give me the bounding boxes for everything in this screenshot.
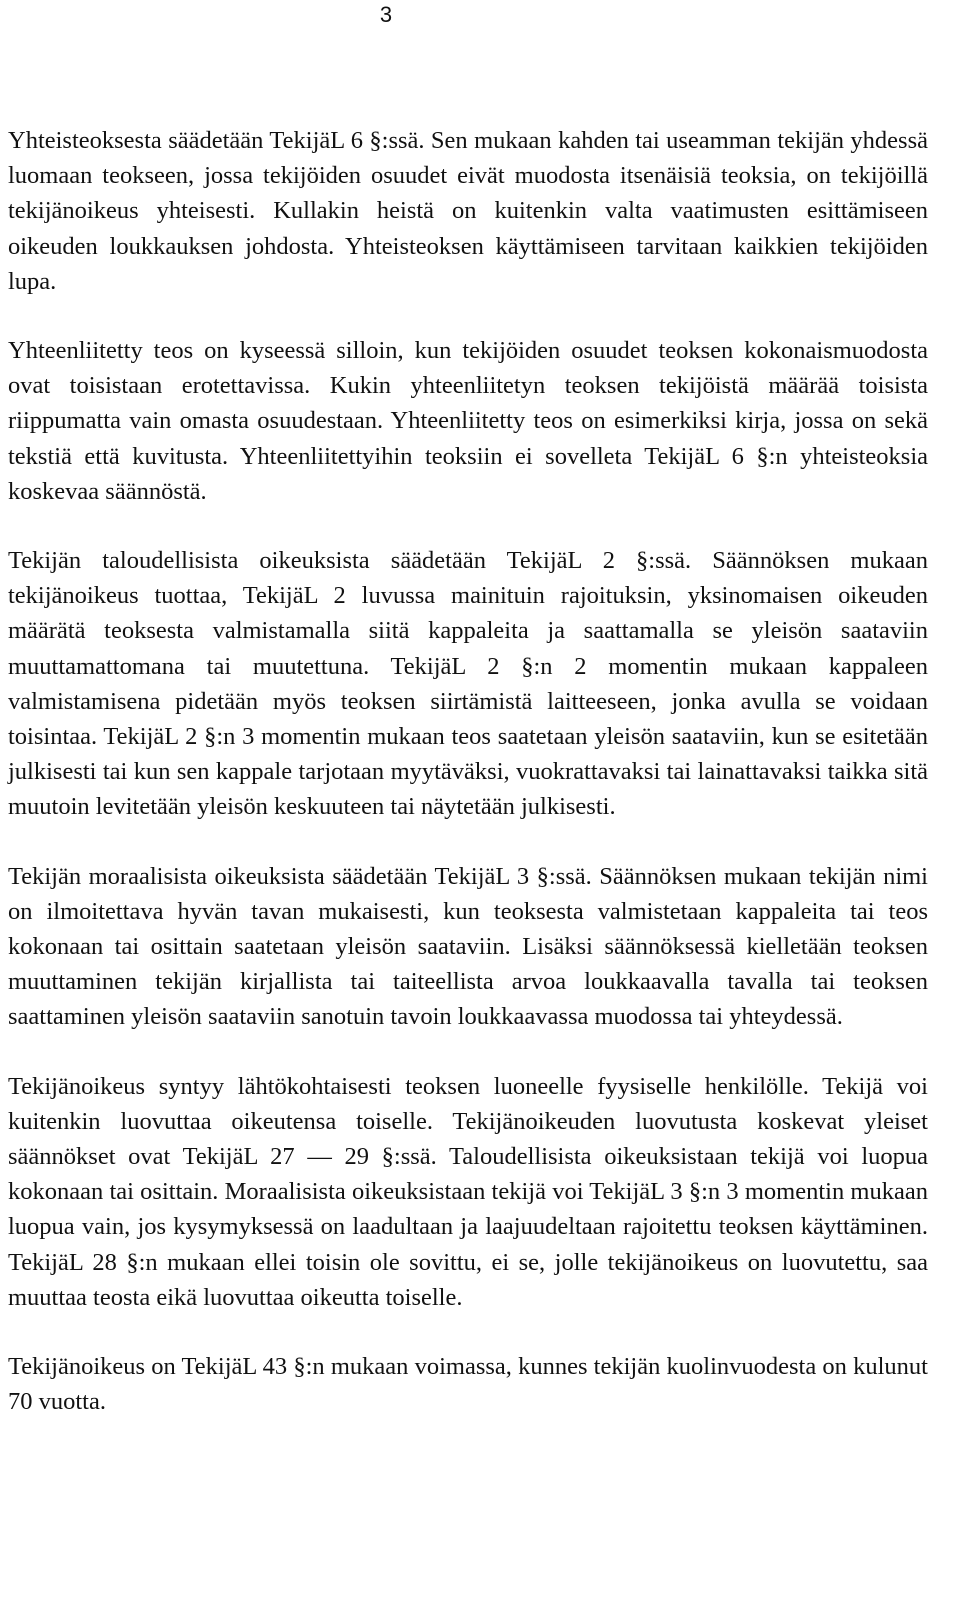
paragraph-economic-rights: Tekijän taloudellisista oikeuksista säädetään TekijäL 2 §:ssä. Säännöksen mukaan tekijänoikeus tuottaa, TekijäL 2 luvussa mainituin rajoituksin, yksinomaisen oikeuden määrätä teoksesta valmistamalla siitä kappaleita ja saattamalla se yleisön saataviin muuttamattomana tai muutettuna. TekijäL 2 §:n 2 momentin mukaan kappaleen valmistamisena pidetään myös teoksen siirtämistä laitteeseen, jonka avulla se voidaan toisintaa. TekijäL 2 §:n 3 momentin mukaan teos saatetaan yleisön saataviin, kun se esitetään julkisesti tai kun sen kappale tarjotaan myytäväksi, vuokrattavaksi tai lainattavaksi taikka sitä muutoin levitetään yleisön keskuuteen tai näytetään julkisesti. bbox=[8, 547, 928, 821]
paragraph-transfer-of-rights: Tekijänoikeus syntyy lähtökohtaisesti teoksen luoneelle fyysiselle henkilölle. Tekijä voi kuitenkin luovuttaa oikeutensa toiselle. Tekijänoikeuden luovutusta koskevat yleiset säännökset ovat TekijäL 27 — 29 §:ssä. Taloudellisista oikeuksistaan tekijä voi luopua kokonaan tai osittain. Moraalisista oikeuksistaan tekijä voi TekijäL 3 §:n 3 momentin mukaan luopua vain, jos kysymyksessä on laadultaan ja laajuudeltaan rajoitettu teoksen käyttäminen. TekijäL 28 §:n mukaan ellei toisin ole sovittu, ei se, jolle tekijänoikeus on luovutettu, saa muuttaa teosta eikä luovuttaa oikeutta toiselle. bbox=[8, 1072, 928, 1311]
paragraph-duration: Tekijänoikeus on TekijäL 43 §:n mukaan voimassa, kunnes tekijän kuolinvuodesta on kulunut 70 vuotta. bbox=[8, 1353, 928, 1416]
page-number: 3 bbox=[379, 2, 393, 27]
document-body bbox=[8, 123, 928, 1454]
paragraph-combined-works: Yhteenliitetty teos on kyseessä silloin, kun tekijöiden osuudet teoksen kokonaismuodosta ovat toisistaan erotettavissa. Kukin yhteenliitetyn teoksen tekijöistä määrää toisista riippumatta vain omasta osuudestaan. Yhteenliitetty teos on esimerkiksi kirja, jossa on sekä tekstiä että kuvitusta. Yhteenliitettyihin teoksiin ei sovelleta TekijäL 6 §:n yhteisteoksia koskevaa säännöstä. bbox=[8, 337, 928, 505]
paragraph-moral-rights: Tekijän moraalisista oikeuksista säädetään TekijäL 3 §:ssä. Säännöksen mukaan tekijän nimi on ilmoitettava hyvän tavan mukaisesti, kun teoksesta valmistetaan kappaleita tai teos kokonaan tai osittain saatetaan yleisön saataviin. Lisäksi säännöksessä kielletään teoksen muuttaminen tekijän kirjallista tai taiteellista arvoa loukkaavalla tavalla tai teoksen saattaminen yleisön saataviin sanotuin tavoin loukkaavassa muodossa tai yhteydessä. bbox=[8, 862, 928, 1031]
paragraph-joint-works: Yhteisteoksesta säädetään TekijäL 6 §:ssä. Sen mukaan kahden tai useamman tekijän yhdessä luomaan teokseen, jossa tekijöiden osuudet eivät muodosta itsenäisiä teoksia, on tekijöillä tekijänoikeus yhteisesti. Kullakin heistä on kuitenkin valta vaatimusten esittämiseen oikeuden loukkauksen johdosta. Yhteisteoksen käyttämiseen tarvitaan kaikkien tekijöiden lupa. bbox=[8, 127, 928, 295]
